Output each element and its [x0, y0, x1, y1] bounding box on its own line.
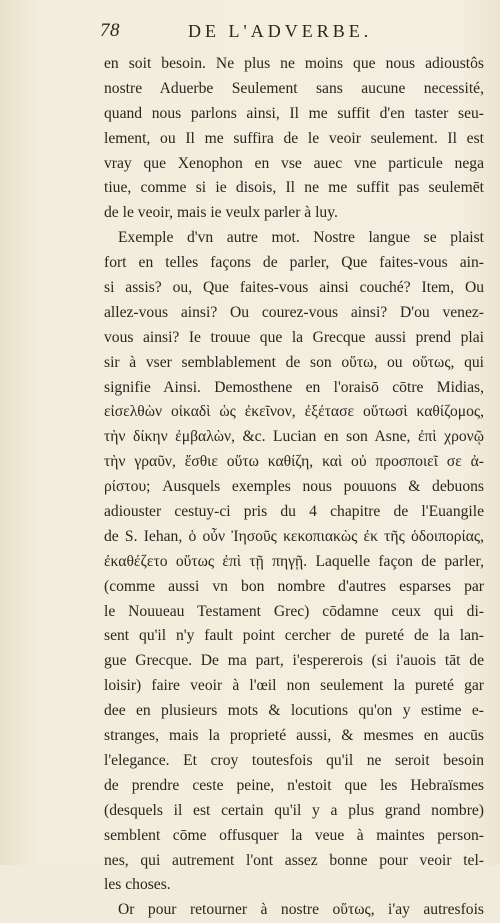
- text-line: sent qu'il n'y fault point cercher de pureté de la lan-: [104, 627, 484, 645]
- text-line: nostre Aduerbe Seulement sans aucune necessité,: [104, 79, 484, 97]
- text-line: stranges, mais la proprieté aussi, & mesmes en aucūs: [104, 727, 484, 745]
- text-line: en soit besoin. Ne plus ne moins que nous adioustôs: [104, 55, 484, 72]
- text-line: τὴν γραῦν, ἔσθιε οὕτω καθίζη, καὶ οὐ προσποιεῖ σε ἀ-: [104, 453, 484, 471]
- text-line: (comme aussi vn bon nombre d'autres esparses par: [104, 577, 484, 595]
- text-line: les choses.: [104, 876, 171, 894]
- text-line: semblent cōme offusquer la veue à maintes person-: [104, 826, 484, 844]
- text-line: tiue, comme si ie disois, Il ne me suffit pas seulemēt: [104, 179, 484, 197]
- text-line: Exemple d'vn autre mot. Nostre langue se plaist: [118, 229, 484, 247]
- text-line: τὴν δίκην ἐμβαλὼν, &c. Lucian en son Asne, ἐπὶ χρονῷ: [104, 428, 484, 446]
- text-line: (desquels il est certain qu'il y a plus grand nombre): [104, 801, 484, 819]
- text-line: vray que Xenophon en vse auec vne particule nega: [104, 154, 484, 172]
- body-text: [104, 52, 484, 923]
- text-line: lement, ou Il me suffira de le veoir seulement. Il est: [104, 129, 484, 147]
- text-line: ρίστου; Ausquels exemples nous pouuons & debuons: [104, 478, 484, 496]
- text-line: ἐκαθέζετο οὕτως ἐπὶ τῇ πηγῇ. Laquelle façon de parler,: [104, 552, 484, 570]
- text-line: adiouster cestuy-ci pris du 4 chapitre de l'Euangile: [104, 503, 484, 521]
- text-line: l'elegance. Et croy toutesfois qu'il ne seroit besoin: [104, 751, 484, 769]
- text-line: vous ainsi? Ie trouue que la Grecque aussi prend plai: [104, 328, 484, 346]
- page-header: [100, 20, 490, 46]
- text-line: gue Grecque. De ma part, i'espererois (si i'auois tāt de: [104, 652, 484, 670]
- text-line: de S. Iehan, ὁ οὖν Ἰησοῦς κεκοπιακὼς ἐκ τῆς ὁδοιπορίας,: [104, 527, 484, 545]
- text-line: sir à vser semblablement de son οὕτω, ou οὕτως, qui: [104, 353, 484, 371]
- text-line: signifie Ainsi. Demosthene en l'oraisō cōtre Midias,: [104, 378, 484, 396]
- text-line: εἰσελθὼν οἰκαδὶ ὡς ἐκεῖνον, ἐξέτασε οὕτωσὶ καθίζομος,: [104, 403, 484, 421]
- text-line: loisir) faire veoir à l'œil non seulement la pureté gar: [104, 677, 484, 695]
- running-head: DE L'ADVERBE.: [188, 21, 373, 41]
- text-line: Or pour retourner à nostre οὕτως, i'ay autresfois: [118, 901, 484, 919]
- text-line: nes, qui autrement l'ont assez bonne pour veoir tel-: [104, 851, 484, 869]
- page-number: 78: [100, 20, 120, 41]
- text-line: fort en telles façons de parler, Que faites-vous ain-: [104, 254, 484, 272]
- text-line: le Nouueau Testament Grec) cōdamne ceux qui di-: [104, 602, 484, 620]
- text-line: dee en plusieurs mots & locutions qu'on y estime e-: [104, 702, 484, 720]
- text-line: allez-vous ainsi? Ou courez-vous ainsi? D'ou venez-: [104, 303, 484, 321]
- text-line: de prendre ceste peine, n'estoit que les Hebraïsmes: [104, 776, 484, 794]
- text-line: si assis? ou, Que faites-vous ainsi couché? Item, Ou: [104, 279, 484, 297]
- text-line: quand nous parlons ainsi, Il me suffit d'en taster seu-: [104, 104, 484, 122]
- text-line: de le veoir, mais ie veulx parler à luy.: [104, 204, 338, 222]
